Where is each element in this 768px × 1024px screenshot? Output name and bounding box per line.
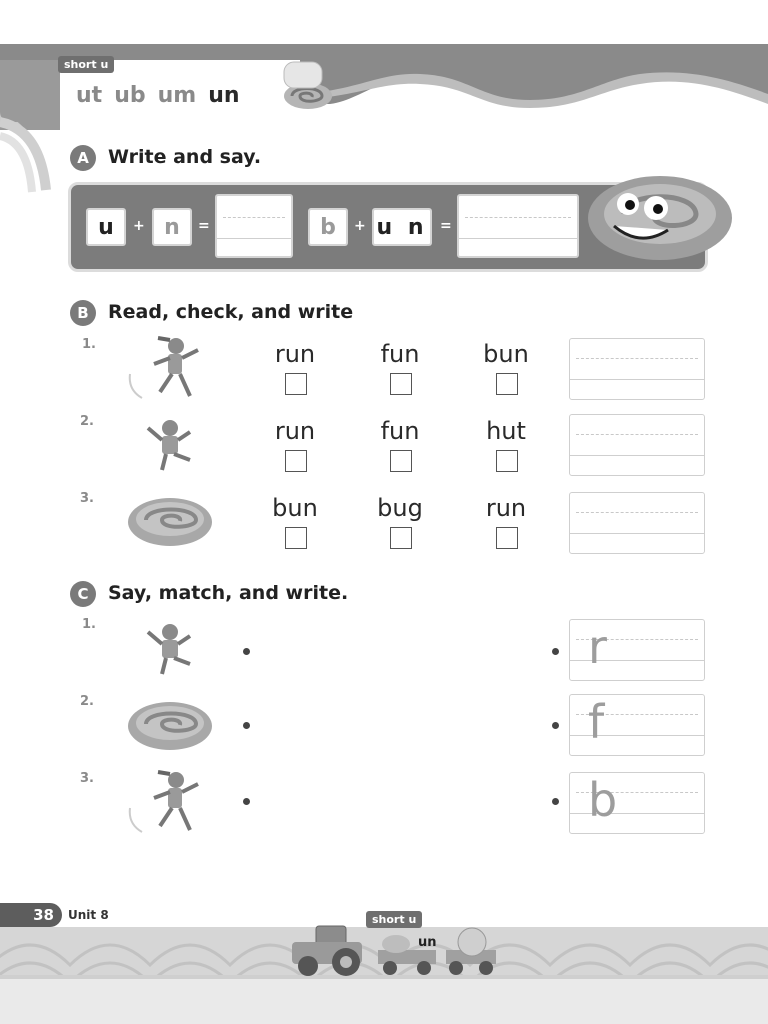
- eq1-answer-box[interactable]: [215, 194, 293, 258]
- b3-word-1: bun: [272, 494, 318, 522]
- c1-trace-letter: r: [588, 620, 607, 674]
- eq2-answer-box[interactable]: [457, 194, 579, 258]
- eq1-plus: +: [133, 218, 145, 234]
- c3-right-match-dot[interactable]: [552, 798, 559, 805]
- c1-left-match-dot[interactable]: [243, 648, 250, 655]
- section-b-badge: B: [70, 300, 96, 326]
- c3-left-match-dot[interactable]: [243, 798, 250, 805]
- b1-word-1: run: [274, 340, 316, 368]
- eq2-plus: +: [354, 218, 366, 234]
- b2-checkbox-3[interactable]: [496, 450, 518, 472]
- phonics-ub: ub: [114, 82, 146, 108]
- section-a-title: Write and say.: [108, 146, 262, 168]
- c-row-number: 2.: [80, 694, 94, 709]
- b1-word-2: fun: [380, 340, 420, 368]
- section-c-title: Say, match, and write.: [108, 582, 349, 604]
- bun-roll-icon: [126, 492, 214, 548]
- bun-mascot-icon: [584, 168, 734, 264]
- b2-word-3: hut: [486, 417, 526, 445]
- short-u-tag: short u: [58, 56, 114, 73]
- jumping-boy-icon: [138, 614, 204, 680]
- left-rainbow-decoration: [0, 60, 60, 200]
- jumping-boy-icon: [138, 410, 204, 476]
- running-girl-icon: [124, 334, 210, 400]
- bun-roll-icon: [272, 56, 334, 112]
- page-number-pill: 38: [0, 903, 62, 927]
- section-a-badge: A: [70, 145, 96, 171]
- c1-right-match-dot[interactable]: [552, 648, 559, 655]
- b1-checkbox-3[interactable]: [496, 373, 518, 395]
- b1-word-3: bun: [483, 340, 529, 368]
- running-girl-icon: [124, 768, 210, 834]
- footer-cart-word: un: [418, 935, 437, 950]
- b-row-number: 1.: [82, 337, 96, 352]
- b2-word-2: fun: [380, 417, 420, 445]
- b-row-number: 2.: [80, 414, 94, 429]
- b-row-number: 3.: [80, 491, 94, 506]
- b1-writing-lines[interactable]: [569, 338, 705, 400]
- b2-word-1: run: [274, 417, 316, 445]
- footer-short-u-tag: short u: [366, 911, 422, 928]
- eq1-letter-u: u: [86, 208, 126, 246]
- c2-writing-lines[interactable]: [569, 694, 705, 756]
- c3-writing-lines[interactable]: [569, 772, 705, 834]
- bun-roll-icon: [126, 696, 214, 752]
- b3-word-3: run: [485, 494, 527, 522]
- b3-word-2: bug: [377, 494, 423, 522]
- eq1-letter-n: n: [152, 208, 192, 246]
- eq2-equals: =: [440, 218, 452, 234]
- c2-left-match-dot[interactable]: [243, 722, 250, 729]
- b3-checkbox-3[interactable]: [496, 527, 518, 549]
- phonics-title-band: [62, 78, 302, 112]
- b3-writing-lines[interactable]: [569, 492, 705, 554]
- b1-checkbox-2[interactable]: [390, 373, 412, 395]
- b3-checkbox-2[interactable]: [390, 527, 412, 549]
- b1-checkbox-1[interactable]: [285, 373, 307, 395]
- c3-trace-letter: b: [588, 773, 618, 827]
- eq1-equals: =: [198, 218, 210, 234]
- phonics-un: un: [208, 82, 240, 108]
- b3-checkbox-1[interactable]: [285, 527, 307, 549]
- c1-writing-lines[interactable]: [569, 619, 705, 681]
- c2-trace-letter: f: [588, 695, 605, 749]
- b2-writing-lines[interactable]: [569, 414, 705, 476]
- eq2-letter-b: b: [308, 208, 348, 246]
- b2-checkbox-1[interactable]: [285, 450, 307, 472]
- b2-checkbox-2[interactable]: [390, 450, 412, 472]
- c2-right-match-dot[interactable]: [552, 722, 559, 729]
- c-row-number: 3.: [80, 771, 94, 786]
- phonics-ut: ut: [76, 82, 103, 108]
- c-row-number: 1.: [82, 617, 96, 632]
- eq2-letters-un: u n: [372, 208, 432, 246]
- unit-label: Unit 8: [68, 908, 109, 922]
- section-c-badge: C: [70, 581, 96, 607]
- section-b-title: Read, check, and write: [108, 301, 354, 323]
- phonics-um: um: [157, 82, 197, 108]
